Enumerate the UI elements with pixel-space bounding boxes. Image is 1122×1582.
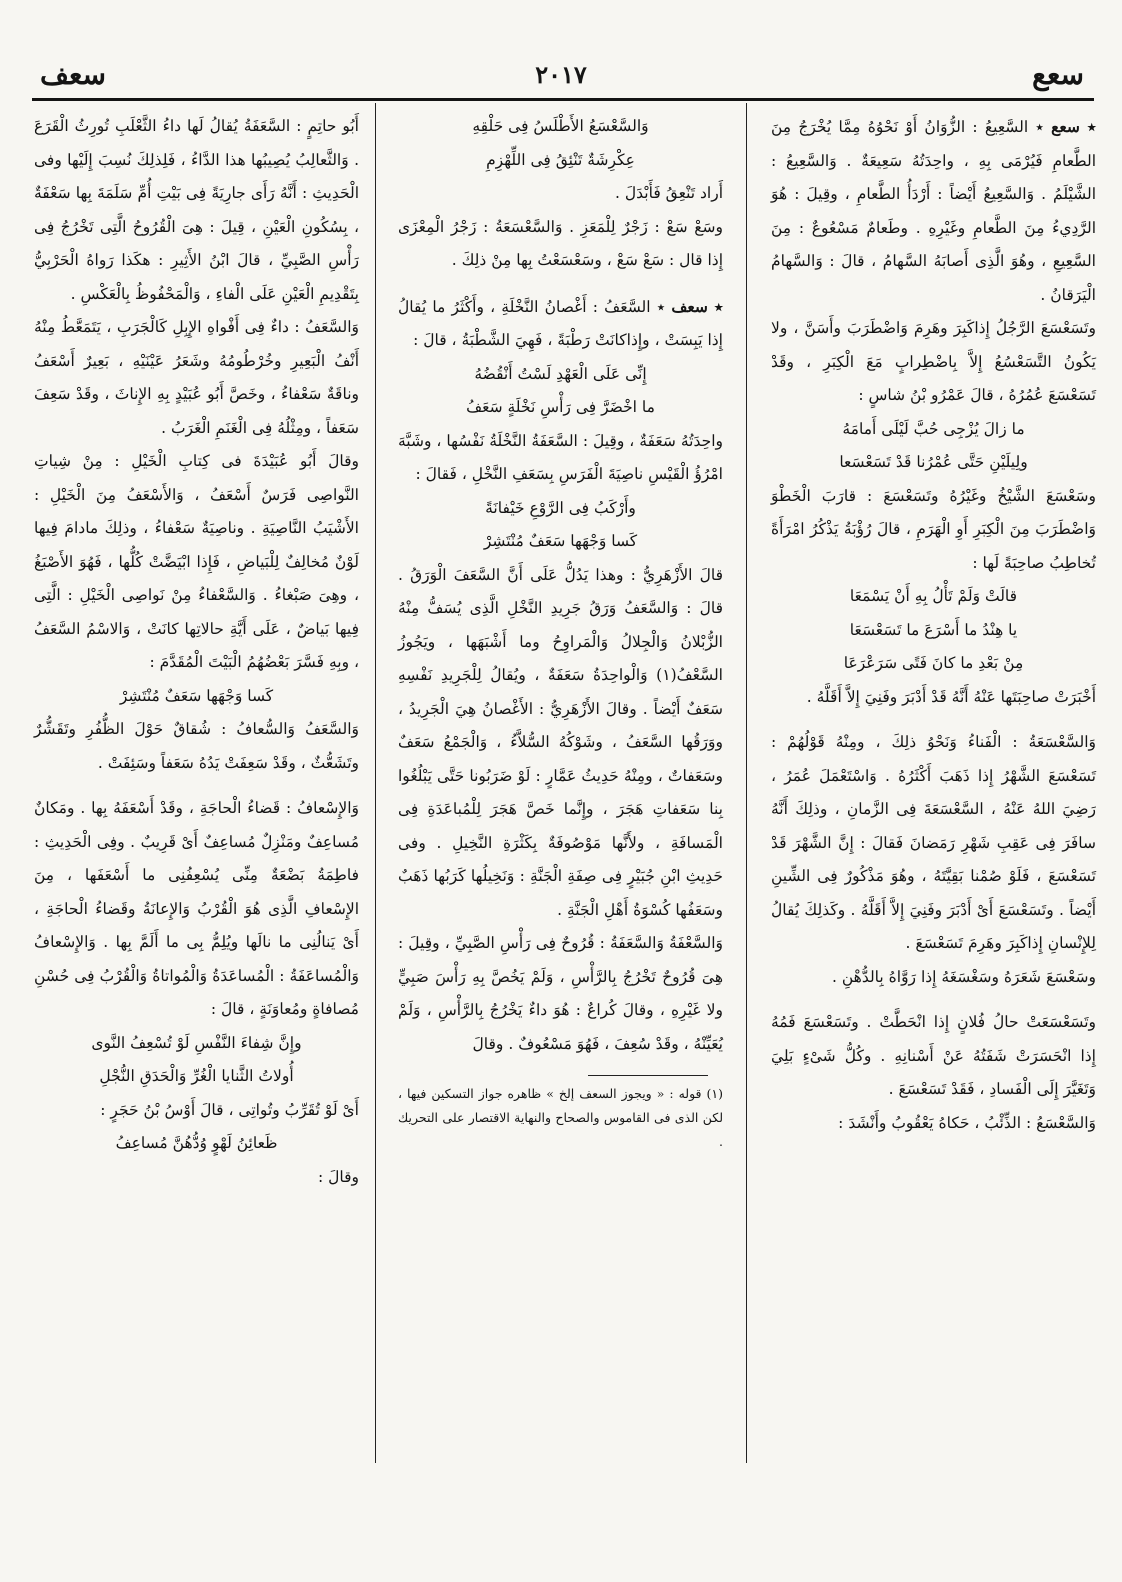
paragraph: قالَ الأَزْهَرِيُّ : وهذا يَدُلُّ عَلَى أَنَّ السَّعَفَ الْوَرَقُ . قالَ : وَالسَّعَفُ وَرَقُ جَرِيدِ النَّخْلِ الَّذِى يُسَفُّ مِنْهُ الزُّبْلانُ وَالْجِلالُ وَالْمَراوِحُ وما أَشْبَهَها ، ويَجُوزُ السَّعْفُ(١) وَالْواحِدَةُ سَعَفَةٌ ، ويُقالُ لِلْجَرِيدِ نَفْسِهِ سَعَفٌ أَيْضاً . وقالَ الأَزْهَرِيُّ : الأَغْصانُ هِيَ الْجَرِيدُ ، ووَرَقُها السَّعَفُ ، وشَوْكُهُ السُّلاَّءُ ، وَالْجَمْعُ سَعَفٌ وسَعَفاتٌ ، ومِنْهُ حَدِيثُ عَمَّارٍ : لَوْ ضَرَبُونا حَتَّى يَبْلُغُوا بِنا سَعَفاتِ هَجَرَ ، وإِنَّما خَصَّ هَجَرَ لِلْمُباعَدَةِ فِى الْمَسافَةِ ، ولأَنَّها مَوْصُوفَةٌ بِكَثْرَةِ النَّخِيلِ . وفى حَدِيثِ ابْنِ جُبَيْرٍ فِى صِفَةِ الْجَنَّةِ : وَنَخِيلُها كَرَبُها ذَهَبٌ وسَعَفُها كُسْوَةُ أَهْلِ الْجَنَّةِ . xyxy=(398,565,723,919)
paragraph: أَىْ لَوْ تُقَرِّبُ وتُواتِى ، قالَ أَوْسُ بْنُ حَجَرٍ : xyxy=(100,1100,359,1119)
verse-line: مِنْ بَعْدِ ما كانَ فَتًى سَرَعْرَعَا xyxy=(843,654,1024,672)
verse-line: ما اخْضَرَّ فِى رَأْسِ نَخْلَةٍ سَعَفُ xyxy=(466,398,655,416)
verse-line: قالَتْ وَلَمْ تَأْلُ بِهِ أَنْ يَسْمَعَا xyxy=(849,587,1018,605)
paragraph-gap xyxy=(398,278,723,290)
entry-headword: سعف xyxy=(671,296,708,316)
paragraph: أَبُو حاتِمٍ : السَّعَفَةُ يُقالُ لَها داءُ الثَّعْلَبِ تُورِثُ الْقَرَعَ . وَالثَّعالِبُ يُصِيبُها هذا الدَّاءُ ، فَلِذلِكَ نُسِبَ إِلَيْها وفى الْحَدِيثِ : أَنَّهُ رَأَى جارِيَةً فِى بَيْتِ أُمِّ سَلَمَةَ بِها سَعْفَةٌ ، بِسُكُونِ الْعَيْنِ ، قِيلَ : هِىَ الْقُرُوحُ الَّتِى تَخْرُجُ فِى رَأْسِ الصَّبِيِّ ، قالَ ابْنُ الأَثِيرِ : هكَذا رَواهُ الْحَرْبِيُّ بِتَقْدِيمِ الْعَيْنِ عَلَى الْفاءِ ، وَالْمَحْفُوظُ بِالْعَكْسِ . xyxy=(34,117,359,303)
paragraph: وَالإِسْعافُ : قَضاءُ الْحاجَةِ ، وقَدْ أَسْعَفَهُ بِها . ومَكانٌ مُساعِفٌ ومَنْزِلٌ مُساعِفٌ أَىْ قَرِيبٌ . وفِى الْحَدِيثِ : فاطِمَةُ بَضْعَةٌ مِنِّى يُسْعِفُنِى ما أَسْعَفَها ، مِنَ الإِسْعافِ الَّذِى هُوَ الْقُرْبُ وَالإِعانَةُ وقَضاءُ الْحاجَةِ ، أَىْ يَنالُنِى ما نالَها ويُلِمُّ بِى ما أَلَمَّ بِها . وَالإِسْعافُ وَالْمُساعَفَةُ : الْمُساعَدَةُ وَالْمُواتاةُ وَالْقُرْبُ فِى حُسْنِ مُصافاةٍ ومُعاوَنَةٍ ، قالَ : xyxy=(34,799,359,1018)
entry-text: السَّعَفُ : أَغْصانُ النَّخْلَةِ ، وأَكْثَرُ ما يُقالُ إِذا يَبِسَتْ ، وإِذاكانَتْ رَطْبَةً ، فَهِيَ الشَّطْبَةُ ، قالَ : xyxy=(398,297,723,349)
paragraph: وسَعْسَعَ الشَّيْخُ وغَيْرُهُ وتَسَعْسَعَ : قارَبَ الْخَطْوَ وَاضْطَرَبَ مِنَ الْكِبَرِ أَوِ الْهَرَمِ ، قالَ رُؤْبَةُ يَذْكُرُ امْرَأَةً تُخاطِبُ صاحِبَةً لَها : xyxy=(771,486,1096,572)
paragraph: وَالسَّعَفُ وَالسُّعافُ : شُقاقٌ حَوْلَ الظُّفُرِ وتَقَشُّرٌ وتَشَعُّثٌ ، وقَدْ سَعِفَتْ يَدُهُ سَعَفاً وسَئِفَتْ . xyxy=(34,720,359,772)
paragraph: وتَسَعْسَعَ الرَّجُلُ إِذاكَبِرَ وهَرِمَ وَاضْطَرَبَ وأَسَنَّ ، ولا يَكُونُ التَّسَعْسُعُ إِلاَّ بِاضْطِرابٍ مَعَ الْكِبَرِ ، وقَدْ تَسَعْسَعَ عُمُرُهُ ، قالَ عَمْرُو بْنُ شاسٍ : xyxy=(771,319,1096,404)
footnote-rule xyxy=(588,1075,708,1076)
header-rule xyxy=(32,98,1094,101)
column-right xyxy=(771,110,1096,1140)
paragraph: وتَسَعْسَعَتْ حالُ فُلانٍ إِذا انْحَطَّتْ . وتَسَعْسَعَ فَمُهُ إِذا انْحَسَرَتْ شَفَتُهُ عَنْ أَسْنانِهِ . وكُلُّ شَىْءٍ بَلِيَ وَتَغَيَّرَ إِلَى الْفَسادِ ، فَقَدْ تَسَعْسَعَ . xyxy=(771,1013,1096,1098)
paragraph: وقالَ : xyxy=(317,1167,359,1186)
paragraph: وَالسَّعْسَعَةُ : الْفَناءُ وَنَحْوُ ذلِكَ ، ومِنْهُ قَوْلُهُمْ : تَسَعْسَعَ الشَّهْرُ إِذا ذَهَبَ أَكْثَرُهُ . وَاسْتَعْمَلَ عُمَرُ ، رَضِيَ اللهُ عَنْهُ ، السَّعْسَعَةَ فِى الزَّمانِ ، وذلِكَ أَنَّهُ سافَرَ فِى عَقِبِ شَهْرِ رَمَضانَ فَقالَ : إِنَّ الشَّهْرَ قَدْ تَسَعْسَعَ ، فَلَوْ صُمْنا بَقِيَّتَهُ ، وهُوَ مَذْكُورٌ فِى الشِّينِ أَيْضاً . وتَسَعْسَعَ أَىْ أَدْبَرَ وفَنِيَ إِلاَّ أَقَلَّهُ . وكَذلِكَ يُقالُ لِلإِنْسانِ إِذاكَبِرَ وهَرِمَ تَسَعْسَعَ . xyxy=(771,733,1096,952)
paragraph-gap xyxy=(771,714,1096,726)
paragraph: وَالسَّعْسَعُ : الذِّئْبُ ، حَكاهُ يَعْقُوبُ وأَنْشَدَ : xyxy=(838,1113,1096,1132)
paragraph: أَخْبَرَتْ صاحِبَتَها عَنْهُ أَنَّهُ قَدْ أَدْبَرَ وفَنِيَ إِلاَّ أَقَلَّهُ . xyxy=(806,687,1096,706)
paragraph-gap xyxy=(34,780,359,792)
column-left xyxy=(34,110,359,1194)
paragraph: أَراد تَنْعِقُ فَأَبْدَلَ . xyxy=(615,184,723,202)
verse-line: وأَرْكَبُ فِى الرَّوْعِ خَيْفانَةً xyxy=(485,498,636,517)
footnote: (١) قوله : « ويجوز السعف إلخ » ظاهره جواز التسكين فيها ، لكن الذى فى القاموس والصحاح والنهاية الاقتصار على التحريك . xyxy=(398,1086,723,1149)
verse-line: ما زالَ يُزْجِى حُبَّ لَيْلَى أَمامَهُ xyxy=(842,419,1025,438)
column-divider-left xyxy=(375,103,376,1463)
paragraph: وَالسَّعَفُ : داءٌ فِى أَفْواهِ الإِبِلِ كَالْجَرَبِ ، يَتَمَعَّطُ مِنْهُ أَنْفُ الْبَعِيرِ وخُرْطُومُهُ وشَعَرُ عَيْنَيْهِ ، بَعِيرٌ أَسْعَفُ وناقَةٌ سَعْفاءُ ، وخَصَّ أَبُو عُبَيْدٍ بِهِ الإِناثَ ، وقَدْ سَعِفَ سَعَفاً ، ومِثْلُهُ فِى الْغَنَمِ الْغَرَبُ . xyxy=(34,318,359,437)
paragraph: واحِدَتُهُ سَعَفَةٌ ، وقِيلَ : السَّعَفَةُ النَّخْلَةُ نَفْسُها ، وشَبَّهَ امْرُؤُ الْقَيْسِ ناصِيَةَ الْفَرَسِ بِسَعَفِ النَّخْلِ ، فَقالَ : xyxy=(398,431,723,483)
paragraph: وَالسَّعْفَةُ وَالسَّعَفَةُ : قُرُوحٌ فِى رَأْسِ الصَّبِيِّ ، وقِيلَ : هِىَ قُرُوحٌ تَخْرُجُ بِالرَّأْسِ ، وَلَمْ يَخُصَّ بِهِ رَأْسَ صَبِيٍّ ولا غَيْرِهِ ، وقالَ كُراعٌ : هُوَ داءٌ يَخْرُجُ بِالرَّأْسِ ، وَلَمْ يُعَيِّنْهُ ، وقَدْ سُعِفَ ، فَهُوَ مَسْعُوفٌ . وقالَ xyxy=(398,934,723,1053)
page-header xyxy=(30,56,1092,98)
paragraph: وسَعْ سَعْ : زَجْرٌ لِلْمَعَزِ . وَالسَّعْسَعَةُ : زَجْرُ الْمِعْزَى إِذا قال : سَعْ سَعْ ، وسَعْسَعْتُ بِها مِنْ ذلِكَ . xyxy=(398,217,723,269)
verse-line: وَالسَّعْسَعُ الأَطْلَسُ فِى حَلْقِهِ xyxy=(472,117,649,135)
paragraph: وسَعْسَعَ شَعَرَهُ وسَغْسَغَهُ إِذا رَوَّاهُ بِالدُّهْنِ . xyxy=(832,967,1096,986)
verse-line: ظَعائِنُ لَهْوٍ وُدُّهُنَّ مُساعِفُ xyxy=(115,1134,278,1152)
verse-line: أُولاتُ الثَّنايا الْغُرِّ وَالْحَدَقِ النُّجْلِ xyxy=(99,1067,294,1085)
verse-line: كَسا وَجْهَها سَعَفٌ مُنْتَشِرْ xyxy=(119,686,274,705)
verse-line: وإِنَّ شِفاءَ النَّفْسِ لَوْ تُسْعِفُ النَّوى xyxy=(91,1033,302,1052)
verse-line: كَسا وَجْهَها سَعَفٌ مُنْتَشِرْ xyxy=(483,532,638,550)
entry-headword: سعع xyxy=(1051,117,1080,136)
verse-line: إِنِّى عَلَى الْعَهْدِ لَسْتُ أَنْقُضُهُ xyxy=(474,364,647,383)
page-number: ٢٠١٧ xyxy=(535,60,587,89)
paragraph: وقالَ أَبُو عُبَيْدَةَ فى كِتابِ الْخَيْلِ : مِنْ شِياتِ النَّواصِى فَرَسٌ أَسْعَفُ ، وَالأَسْعَفُ مِنَ الْخَيْلِ : الأَشْيَبُ النَّاصِيَةِ . وناصِيَةٌ سَعْفاءُ ، وذلِكَ مادامَ فِيها لَوْنٌ مُخالِفٌ لِلْبَياضِ ، فَإِذا ابْيَضَّتْ كُلُّها ، فَهُوَ الأَصْبَغُ ، وهِىَ صَبْغاءُ . وَالسَّعْفاءُ مِنْ نَواصِى الْخَيْلِ : الَّتِى فِيها بَياضٌ ، عَلَى أَيَّةِ حالاتِها كانَتْ ، وَالاسْمُ السَّعَفُ ، وبِهِ فَسَّرَ بَعْضُهُمُ الْبَيْتَ الْمُقَدَّمَ : xyxy=(34,452,359,671)
entry-paragraph: ٭ سعف ٭ السَّعَفُ : أَغْصانُ النَّخْلَةِ ، وأَكْثَرُ ما يُقالُ إِذا يَبِسَتْ ، وإِذاكانَتْ رَطْبَةً ، فَهِيَ الشَّطْبَةُ ، قالَ : xyxy=(398,290,723,358)
running-head-left: سعف xyxy=(40,58,106,91)
verse-line: يا هِنْدُ ما أَسْرَعَ ما تَسَعْسَعَا xyxy=(849,620,1018,639)
entry-text: السَّعِيعُ : الزُّوَانُ أَوْ نَحْوُهُ مِمَّا يُخْرَجُ مِنَ الطَّعامِ فَيُرْمَى بِهِ ، واحِدَتُهُ سَعِيعَةٌ . وَالسَّعِيعُ : الشَّيْلَمُ . وَالسَّعِيعُ أَيْضاً : أَرْدَأُ الطَّعامِ ، وقِيلَ : هُوَ الرَّدِيءُ مِنَ الطَّعامِ وغَيْرِهِ . وطَعامٌ مَسْعُوعٌ : مِنَ السَّعِيعِ ، وهُوَ الَّذِى أَصابَهُ السَّهامُ ، قالَ : وَالسَّهامُ الْيَرَقانُ . xyxy=(771,118,1096,304)
paragraph-gap xyxy=(771,994,1096,1006)
verse-line: ولِيلَيْنِ حَتَّى عُمْرُنا قَدْ تَسَعْسَعا xyxy=(839,453,1028,471)
column-divider-right xyxy=(746,103,747,1463)
verse-line: عِكْرِشَةٌ تَنْئِقُ فِى اللِّهْزِمِ xyxy=(486,150,635,169)
entry-paragraph: ٭ سعع ٭ السَّعِيعُ : الزُّوَانُ أَوْ نَحْوُهُ مِمَّا يُخْرَجُ مِنَ الطَّعامِ فَيُرْمَى بِهِ ، واحِدَتُهُ سَعِيعَةٌ . وَالسَّعِيعُ : الشَّيْلَمُ . وَالسَّعِيعُ أَيْضاً : أَرْدَأُ الطَّعامِ ، وقِيلَ : هُوَ الرَّدِيءُ مِنَ الطَّعامِ وغَيْرِهِ . وطَعامٌ مَسْعُوعٌ : مِنَ السَّعِيعِ ، وهُوَ الَّذِى أَصابَهُ السَّهامُ ، قالَ : وَالسَّهامُ الْيَرَقانُ . xyxy=(771,110,1096,312)
column-middle xyxy=(398,110,723,1154)
running-head-right: سعع xyxy=(1032,58,1084,91)
